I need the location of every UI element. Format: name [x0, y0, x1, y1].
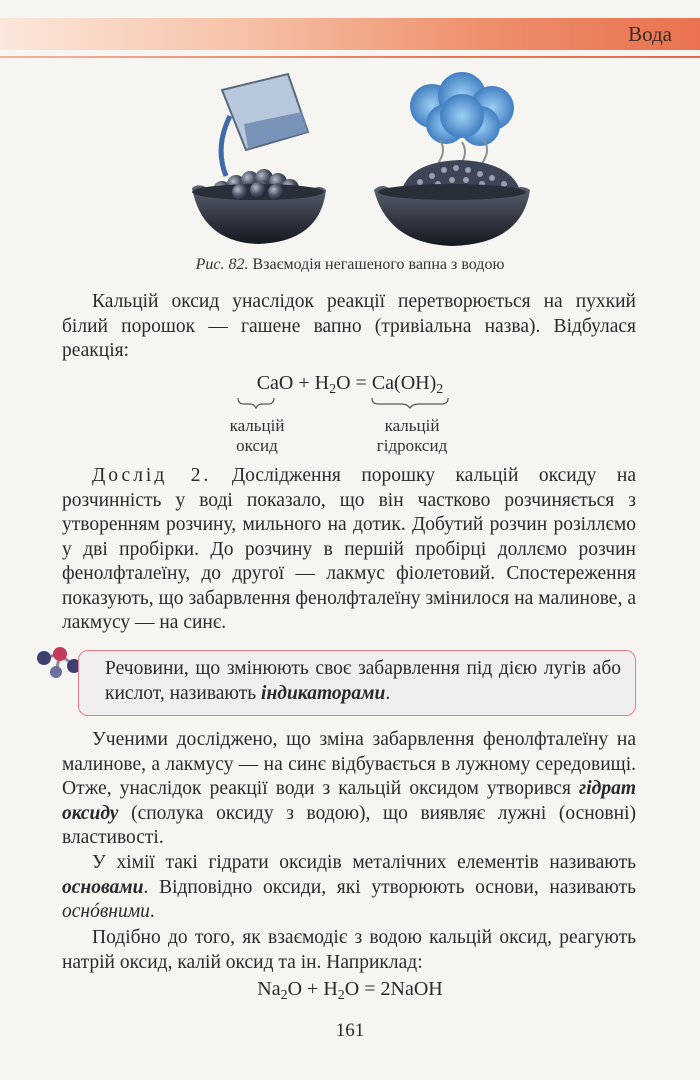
eq2-part-b: O + H	[287, 978, 338, 1000]
eq1-sub-a: 2	[329, 382, 337, 397]
para4-term: основами	[62, 876, 144, 898]
paragraph-5: Подібно до того, як взаємодіє з водою кальцій оксид, реагують натрій оксид, калій оксид та ін. Наприклад:	[62, 927, 636, 973]
para4-text3: .	[149, 901, 155, 922]
beaker-pouring	[221, 74, 308, 176]
callout-text	[105, 657, 621, 706]
eq2-part-c: O = 2NaOH	[344, 978, 443, 1000]
callout-body: Речовини, що змінюють своє забарвлення під дією лугів або кислот, називають	[105, 658, 621, 704]
paragraph-3	[62, 728, 636, 851]
header-rule	[0, 56, 700, 58]
equation-braces	[236, 396, 466, 410]
label-calcium-oxide	[222, 416, 292, 456]
paragraph-experiment-2	[62, 464, 636, 636]
experiment-text: Дослідження порошку кальцій оксиду на розчинність у воді показало, що він частково розчиняється з утворенням розчину, мильного на дотик. Добутий розчин розіллємо у дві пробірки. До розчину в першій пробірці доллємо розчин фенолфталеїну, до другої — лакмус фіолетовий. Спостереження показують, що забарвлення фенолфталеїну змінилося на малинове, а лакмусу — на синє.	[62, 465, 636, 633]
header-band	[0, 18, 700, 50]
figure-82-illustration	[170, 66, 550, 252]
callout-end: .	[385, 682, 391, 704]
eq1-part-b: O = Ca(OH)	[336, 372, 437, 394]
eq2-sub-a: 2	[280, 988, 288, 1003]
experiment-lead: Дослід 2.	[92, 465, 212, 486]
eq1-sub-b: 2	[436, 382, 444, 397]
bowl-left	[192, 169, 326, 244]
eq2-part-a: Na	[257, 978, 281, 1000]
para3-text1: Ученими досліджено, що зміна забарвлення фенолфталеїну на малинове, а лакмусу — на синє відбувається в лужному середовищі. Отже, унаслідок реакції води з кальцій оксидом утворився	[62, 729, 636, 799]
page-number: 161	[335, 1020, 365, 1041]
label-left-line1: кальцій	[229, 416, 285, 435]
definition-callout	[78, 650, 636, 716]
para4-term2: оснóвними	[62, 901, 150, 922]
caption-number: Рис. 82.	[195, 256, 249, 273]
label-calcium-hydroxide	[364, 416, 460, 456]
eq2-sub-b: 2	[337, 988, 345, 1003]
para4-text1: У хімії такі гідрати оксидів металічних елементів називають	[92, 852, 636, 873]
para3-term: гідрат оксиду	[62, 778, 636, 824]
equation-2	[0, 978, 700, 1004]
label-right-line2: гідроксид	[376, 436, 448, 455]
para4-text2: . Відповідно оксиди, які утворюють основи, називають	[143, 876, 636, 898]
figure-caption	[0, 256, 700, 274]
caption-text: Взаємодія негашеного вапна з водою	[252, 256, 505, 273]
paragraph-4	[62, 851, 636, 925]
label-right-line1: кальцій	[384, 416, 440, 435]
callout-term: індикаторами	[261, 682, 386, 704]
equation-1	[0, 372, 700, 398]
bowl-right	[374, 160, 530, 246]
para3-text2: (сполука оксиду з водою), що виявляє лужні (основні) властивості.	[62, 802, 636, 848]
paragraph-1: Кальцій оксид унаслідок реакції перетворюється на пухкий білий порошок — гашене вапно (тривіальна назва). Відбулася реакція:	[62, 291, 636, 361]
eq1-part-a: CaO + H	[256, 372, 330, 394]
chapter-title: Вода	[628, 22, 672, 46]
label-left-line2: оксид	[236, 436, 278, 455]
